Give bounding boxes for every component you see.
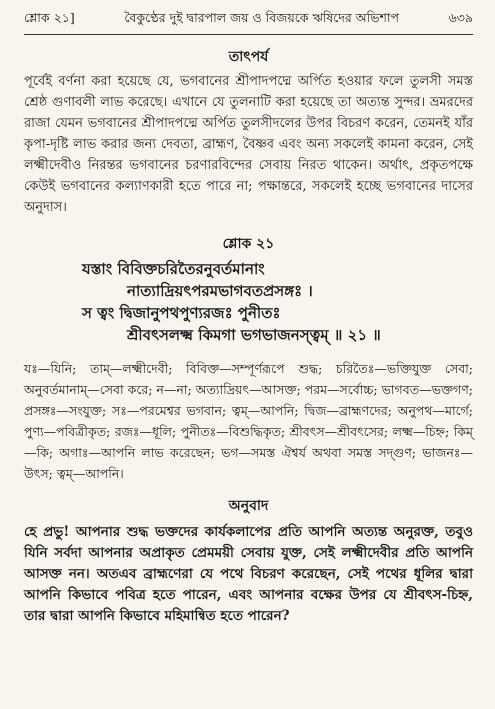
running-header [24,10,473,35]
header-chapter-title: বৈকুণ্ঠের দুই দ্বারপাল জয় ও বিজয়কে ঋষিদের অভিশাপ [124,10,399,25]
header-verse-ref: শ্লোক ২১] [24,10,75,25]
verse-line: শ্রীবৎসলক্ষ্ম কিমগা ভগভাজনস্ত্বম্ ॥ ২১ ॥ [127,326,381,344]
synonyms-text: যঃ—যিনি; তাম্—লক্ষ্মীদেবী; বিবিক্ত—সম্পূর্ণরূপে শুদ্ধ; চরিতৈঃ—ভক্তিযুক্ত সেবা; অনুবর্তমানাম্—সেবা করে; ন—না; অত্যাদ্রিয়ৎ—আসক্ত; পরম—সর্বোচ্চ; ভাগবত—ভক্তগণ; প্রসঙ্গঃ—সংযুক্ত; সঃ—পরমেশ্বর ভগবান; ত্বম্—আপনি; দ্বিজ—ব্রাহ্মণদের; অনুপথ—মার্গে; পুণ্য—পবিত্রীকৃত; রজঃ—ধূলি; পুনীতঃ—বিশুদ্ধিকৃত; শ্রীবৎস—শ্রীবৎসের; লক্ষ্ম—চিহ্ন; কিম্—কি; অগাঃ—আপনি লাভ করেছেন; ভগ—সমস্ত ঐশ্বর্য অথবা সমস্ত সদ্গুণ; ভাজনঃ—উৎস; ত্বম্—আপনি। [24,361,473,481]
verse-text [82,258,473,346]
verse-line: স ত্বং দ্বিজানুপথপুণ্যরজঃ পুনীতঃ [82,304,281,322]
verse-line: নাত্যাদ্রিয়ৎপরমভাগবতপ্রসঙ্গঃ । [127,282,313,300]
purport-text: পূর্বেই বর্ণনা করা হয়েছে যে, ভগবানের শ্রীপাদপদ্মে অর্পিত হওয়ার ফলে তুলসী সমস্ত শ্রেষ্ঠ গুণাবলী লাভ করেছে। এখানে যে তুলনাটি করা হয়েছে তা অত্যন্ত সুন্দর। ভ্রমরদের রাজা যেমন ভগবানের শ্রীপাদপদ্মে অর্পিত তুলসীদলের উপর বিচরণ করেন, তেমনই যাঁর কৃপা-দৃষ্টি লাভ করার জন্য দেবতা, ব্রাহ্মণ, বৈষ্ণব এবং অন্য সকলেই কামনা করেন, সেই লক্ষ্মীদেবীও নিরন্তর ভগবানের চরণারবিন্দের সেবায় নিরত থাকেন। অর্থাৎ, প্রকৃতপক্ষে কেউই ভগবানের কল্যাণকারী হতে পারে না; পক্ষান্তরে, সকলেই হচ্ছে ভগবানের দাসের অনুদাস। [24,74,473,215]
verse-line: যস্তাং বিবিক্তচরিতৈরনুবর্তমানাং [82,260,265,278]
page-number: ৬৩৯ [448,10,473,25]
translation-text: হে প্রভু! আপনার শুদ্ধ ভক্তদের কার্যকলাপের প্রতি আপনি অত্যন্ত অনুরক্ত, তবুও যিনি সর্বদা আপনার অপ্রাকৃত প্রেমময়ী সেবায় যুক্ত, সেই লক্ষ্মীদেবীর প্রতি আপনি আসক্ত নন। অতএব ব্রাহ্মণেরা যে পথে বিচরণ করেছেন, সেই পথের ধূলির দ্বারা আপনি কিভাবে পবিত্র হতে পারেন, এবং আপনার বক্ষের উপর যে শ্রীবৎস-চিহ্ন, তার দ্বারা আপনি কিভাবে মহিমান্বিত হতে পারেন? [24,524,473,624]
purport-heading: তাৎপর্য [228,49,269,65]
verse-heading: শ্লোক ২১ [222,236,275,252]
translation-heading: অনুবাদ [228,498,269,514]
